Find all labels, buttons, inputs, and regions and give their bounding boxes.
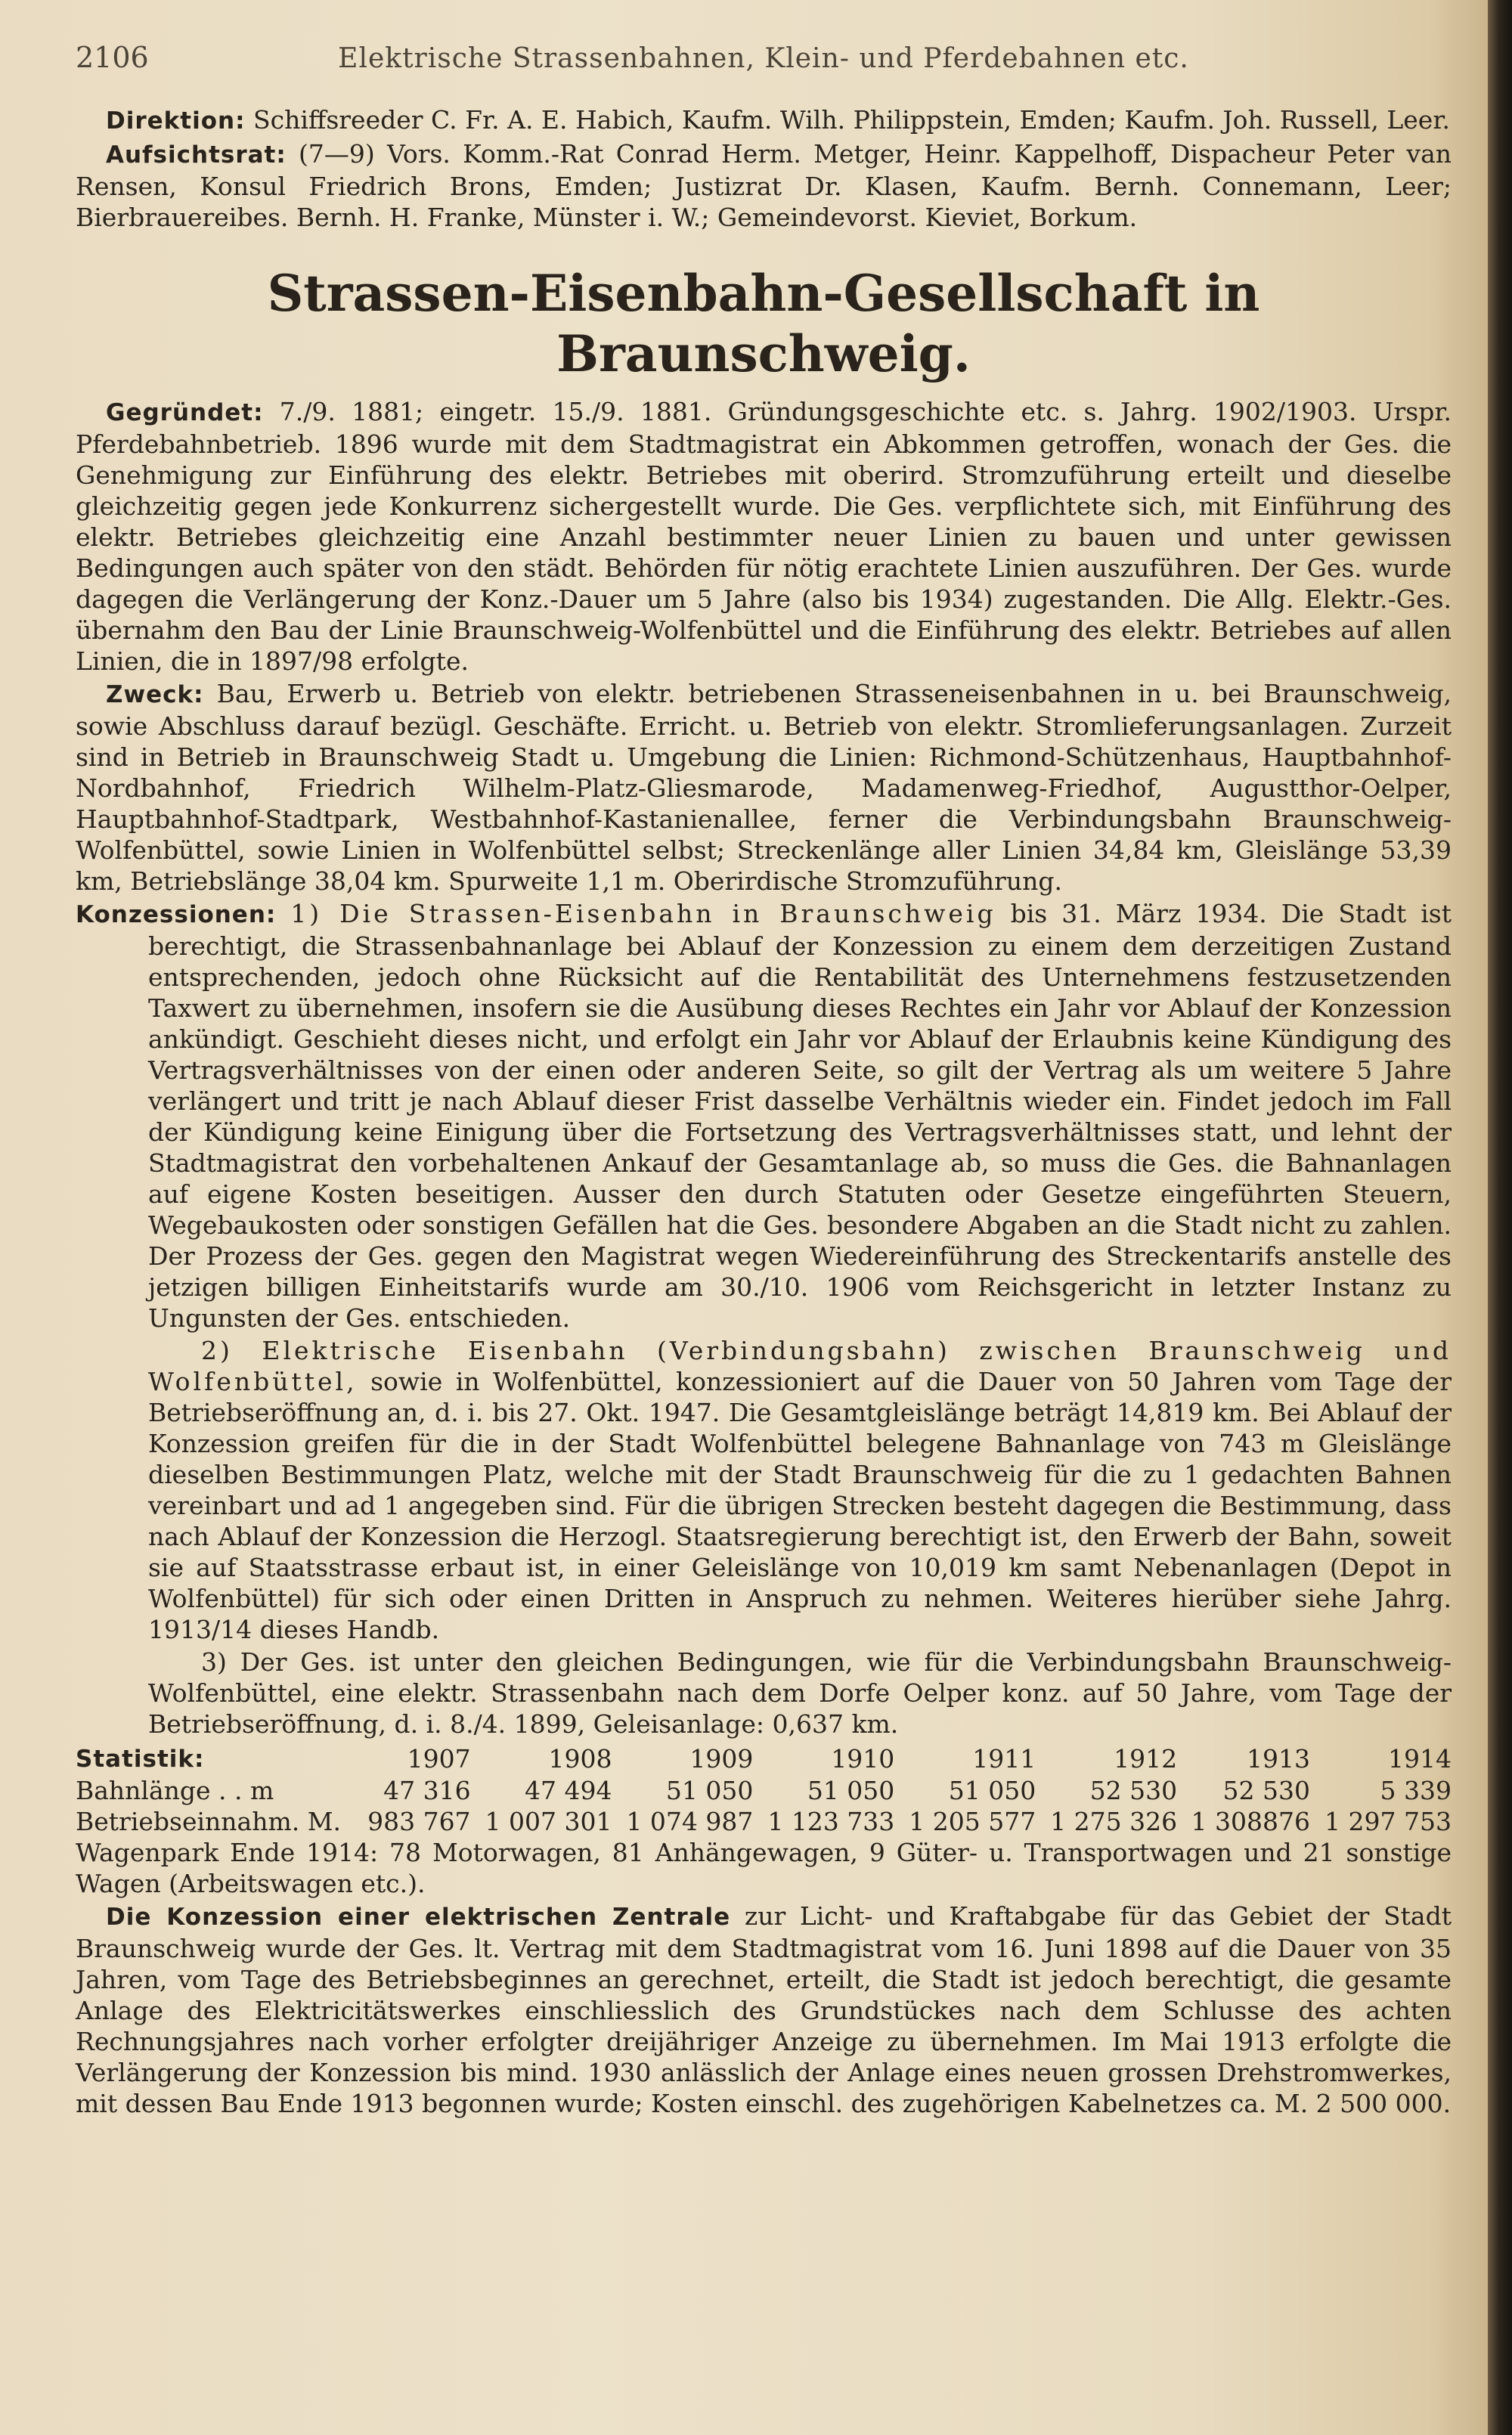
konzession-2-title: 2) Elektrische Eisenbahn (Verbindungsbahn) zwischen Braunschweig und Wolfenbüttel, — [148, 1336, 1452, 1396]
konzessionen-label: Konzessionen: — [76, 901, 277, 928]
statistik-header-row — [76, 1743, 1452, 1775]
konzession-1-paragraph — [76, 898, 1452, 1334]
statistik-table — [76, 1743, 1452, 1837]
value-cell: 1 007 301 — [485, 1807, 612, 1836]
row-label: Bahnlänge . . m — [76, 1776, 274, 1805]
statistik-label: Statistik: — [76, 1746, 205, 1773]
konzession-3-paragraph — [76, 1647, 1452, 1740]
value-cell: 52 530 — [1222, 1776, 1310, 1805]
document-content — [76, 42, 1452, 2121]
konzession-2-paragraph — [76, 1335, 1452, 1645]
konzession-1-text: bis 31. März 1934. Die Stadt ist berechtigt, die Strassenbahnanlage bei Ablauf der Konzession zu einem dem derzeitigen Zustand entsprechenden, jedoch ohne Rücksicht auf die Rentabilität des Unternehmens festzusetzenden Taxwert zu übernehmen, insofern sie die Ausübung dieses Rechtes ein Jahr vor Ablauf der Konzession ankündigt. Geschieht dieses nicht, und erfolgt ein Jahr vor Ablauf der Erlaubnis keine Kündigung des Vertragsverhältnisses von der einen oder anderen Seite, so gilt der Vertrag als um weitere 5 Jahre verlängert und tritt je nach Ablauf dieser Frist dasselbe Verhältnis wieder ein. Findet jedoch im Fall der Kündigung keine Einigung über die Fortsetzung des Vertragsverhältnisses statt, und lehnt der Stadtmagistrat den vorbehaltenen Ankauf der Gesamtanlage ab, so muss die Ges. die Bahnanlagen auf eigene Kosten beseitigen. Ausser den durch Statuten oder Gesetze eingeführten Steuern, Wegebaukosten oder sonstigen Gefällen hat die Ges. besondere Abgaben an die Stadt nicht zu zahlen. Der Prozess der Ges. gegen den Magistrat wegen Wiedereinführung des Streckentarifs anstelle des jetzigen billigen Einheitstarifs wurde am 30./10. 1906 vom Reichsgericht in letzter Instanz zu Ungunsten der Ges. entschieden. — [148, 899, 1452, 1333]
year-cell: 1913 — [1247, 1744, 1310, 1774]
table-row — [76, 1806, 1452, 1837]
year-cell: 1910 — [831, 1744, 895, 1774]
value-cell: 1 205 577 — [909, 1807, 1036, 1836]
zweck-paragraph — [76, 678, 1452, 897]
direktion-text: Schiffsreeder C. Fr. A. E. Habich, Kaufm. Wilh. Philippstein, Emden; Kaufm. Joh. Russell, Leer. — [253, 105, 1450, 135]
zentrale-paragraph — [76, 1901, 1452, 2119]
value-cell: 51 050 — [665, 1776, 754, 1805]
prev-direktion — [76, 104, 1452, 137]
direktion-label: Direktion: — [106, 107, 246, 135]
year-cell: 1907 — [407, 1744, 471, 1774]
value-cell: 983 767 — [367, 1807, 471, 1836]
book-spine-edge — [1488, 0, 1512, 2435]
page-number: 2106 — [76, 41, 149, 74]
value-cell: 1 123 733 — [767, 1807, 895, 1836]
running-head: Elektrische Strassenbahnen, Klein- und Pferdebahnen etc. — [338, 43, 1189, 74]
aufsichtsrat-text: (7—9) Vors. Komm.-Rat Conrad Herm. Metger, Heinr. Kappelhoff, Dispacheur Peter van Rensen, Konsul Friedrich Brons, Emden; Justizrat Dr. Klasen, Kaufm. Bernh. Connemann, Leer; Bierbrauereibes. Bernh. H. Franke, Münster i. W.; Gemeindevorst. Kieviet, Borkum. — [76, 139, 1452, 232]
value-cell: 1 297 753 — [1325, 1807, 1452, 1836]
aufsichtsrat-label: Aufsichtsrat: — [106, 141, 287, 169]
value-cell: 1 275 326 — [1050, 1807, 1178, 1836]
value-cell: 5 339 — [1380, 1776, 1452, 1805]
gegruendet-paragraph — [76, 396, 1452, 677]
zweck-label: Zweck: — [106, 681, 204, 708]
gegruendet-label: Gegründet: — [106, 399, 264, 426]
value-cell: 51 050 — [948, 1776, 1036, 1805]
zentrale-label: Die Konzession einer elektrischen Zentrale — [106, 1904, 731, 1931]
wagenpark-text: Wagenpark Ende 1914: 78 Motorwagen, 81 Anhängewagen, 9 Güter- u. Transportwagen und 21 sonstige Wagen (Arbeitswagen etc.). — [76, 1838, 1452, 1898]
year-cell: 1911 — [972, 1744, 1036, 1774]
value-cell: 1 308876 — [1191, 1807, 1310, 1836]
value-cell: 47 316 — [383, 1776, 471, 1805]
year-cell: 1908 — [548, 1744, 612, 1774]
value-cell: 51 050 — [807, 1776, 895, 1805]
year-cell: 1914 — [1388, 1744, 1452, 1774]
value-cell: 1 074 987 — [626, 1807, 754, 1836]
wagenpark-paragraph — [76, 1837, 1452, 1899]
konzession-1-title: 1) Die Strassen-Eisenbahn in Braunschweig — [290, 899, 996, 928]
zentrale-text: zur Licht- und Kraftabgabe für das Gebiet der Stadt Braunschweig wurde der Ges. lt. Vertrag mit dem Stadtmagistrat vom 16. Juni 1898 auf die Dauer von 35 Jahren, vom Tage des Betriebsbeginnes an gerechnet, erteilt, die Stadt ist jedoch berechtigt, die gesamte Anlage des Elektricitätswerkes einschliesslich des Grundstückes nach dem Schlusse des achten Rechnungsjahres nach vorher erfolgter dreijähriger Anzeige zu übernehmen. Im Mai 1913 erfolgte die Verlängerung der Konzession bis mind. 1930 anlässlich der Anlage eines neuen grossen Drehstromwerkes, mit dessen Bau Ende 1913 begonnen wurde; Kosten einschl. des zugehörigen Kabelnetzes ca. M. 2 500 000. — [76, 1901, 1452, 2118]
konzession-2-text: sowie in Wolfenbüttel, konzessioniert auf die Dauer von 50 Jahren vom Tage der Betriebseröffnung an, d. i. bis 27. Okt. 1947. Die Gesamtgleislänge beträgt 14,819 km. Bei Ablauf der Konzession greifen für die in der Stadt Wolfenbüttel belegene Bahnanlage von 743 m Gleislänge dieselben Bestimmungen Platz, welche mit der Stadt Braunschweig für die zu 1 gedachten Bahnen vereinbart und ad 1 angegeben sind. Für die übrigen Strecken besteht dagegen die Bestimmung, dass nach Ablauf der Konzession die Herzogl. Staatsregierung berechtigt ist, den Erwerb der Bahn, soweit sie auf Staatsstrasse erbaut ist, in einer Geleislänge von 10,019 km samt Nebenanlagen (Depot in Wolfenbüttel) für sich oder einen Dritten in Anspruch zu nehmen. Weiteres hierüber siehe Jahrg. 1913/14 dieses Handb. — [148, 1367, 1452, 1644]
year-cell: 1909 — [689, 1744, 754, 1774]
konzession-3-text: 3) Der Ges. ist unter den gleichen Bedingungen, wie für die Verbindungsbahn Braunschweig-Wolfenbüttel, eine elektr. Strassenbahn nach dem Dorfe Oelper konz. auf 50 Jahre, vom Tage der Betriebseröffnung, d. i. 8./4. 1899, Geleisanlage: 0,637 km. — [148, 1647, 1452, 1739]
value-cell: 47 494 — [525, 1776, 612, 1805]
table-row — [76, 1775, 1452, 1806]
value-cell: 52 530 — [1089, 1776, 1178, 1805]
row-label: Betriebseinnahm. M. — [76, 1807, 342, 1836]
company-title: Strassen-Eisenbahn-Gesellschaft in Braunschweig. — [267, 264, 1260, 383]
prev-aufsichtsrat — [76, 138, 1452, 233]
year-cell: 1912 — [1114, 1744, 1178, 1774]
gegruendet-text: 7./9. 1881; eingetr. 15./9. 1881. Gründungsgeschichte etc. s. Jahrg. 1902/1903. Urspr. Pferdebahnbetrieb. 1896 wurde mit dem Stadtmagistrat ein Abkommen getroffen, wonach der Ges. die Genehmigung zur Einführung des elektr. Betriebes mit oberird. Stromzuführung erteilt und dieselbe gleichzeitig gegen jede Konkurrenz sichergestellt wurde. Die Ges. verpflichtete sich, mit Einführung des elektr. Betriebes gleichzeitig eine Anzahl bestimmter neuer Linien zu bauen und unter gewissen Bedingungen auch später von den städt. Behörden für nötig erachtete Linien auszuführen. Der Ges. wurde dagegen die Verlängerung der Konz.-Dauer um 5 Jahre (also bis 1934) zugestanden. Die Allg. Elektr.-Ges. übernahm den Bau der Linie Braunschweig-Wolfenbüttel und die Einführung des elektr. Betriebes auf allen Linien, die in 1897/98 erfolgte. — [76, 397, 1452, 676]
page-header — [76, 42, 1452, 74]
statistik-label-cell — [76, 1743, 355, 1775]
zweck-text: Bau, Erwerb u. Betrieb von elektr. betriebenen Strasseneisenbahnen in u. bei Braunschweig, sowie Abschluss darauf bezügl. Geschäfte. Erricht. u. Betrieb von elektr. Stromlieferungsanlagen. Zurzeit sind in Betrieb in Braunschweig Stadt u. Umgebung die Linien: Richmond-Schützenhaus, Hauptbahnhof-Nordbahnhof, Friedrich Wilhelm-Platz-Gliesmarode, Madamenweg-Friedhof, Augustthor-Oelper, Hauptbahnhof-Stadtpark, Westbahnhof-Kastanienallee, ferner die Verbindungsbahn Braunschweig-Wolfenbüttel, sowie Linien in Wolfenbüttel selbst; Streckenlänge aller Linien 34,84 km, Gleislänge 53,39 km, Betriebslänge 38,04 km. Spurweite 1,1 m. Oberirdische Stromzuführung. — [76, 679, 1452, 896]
